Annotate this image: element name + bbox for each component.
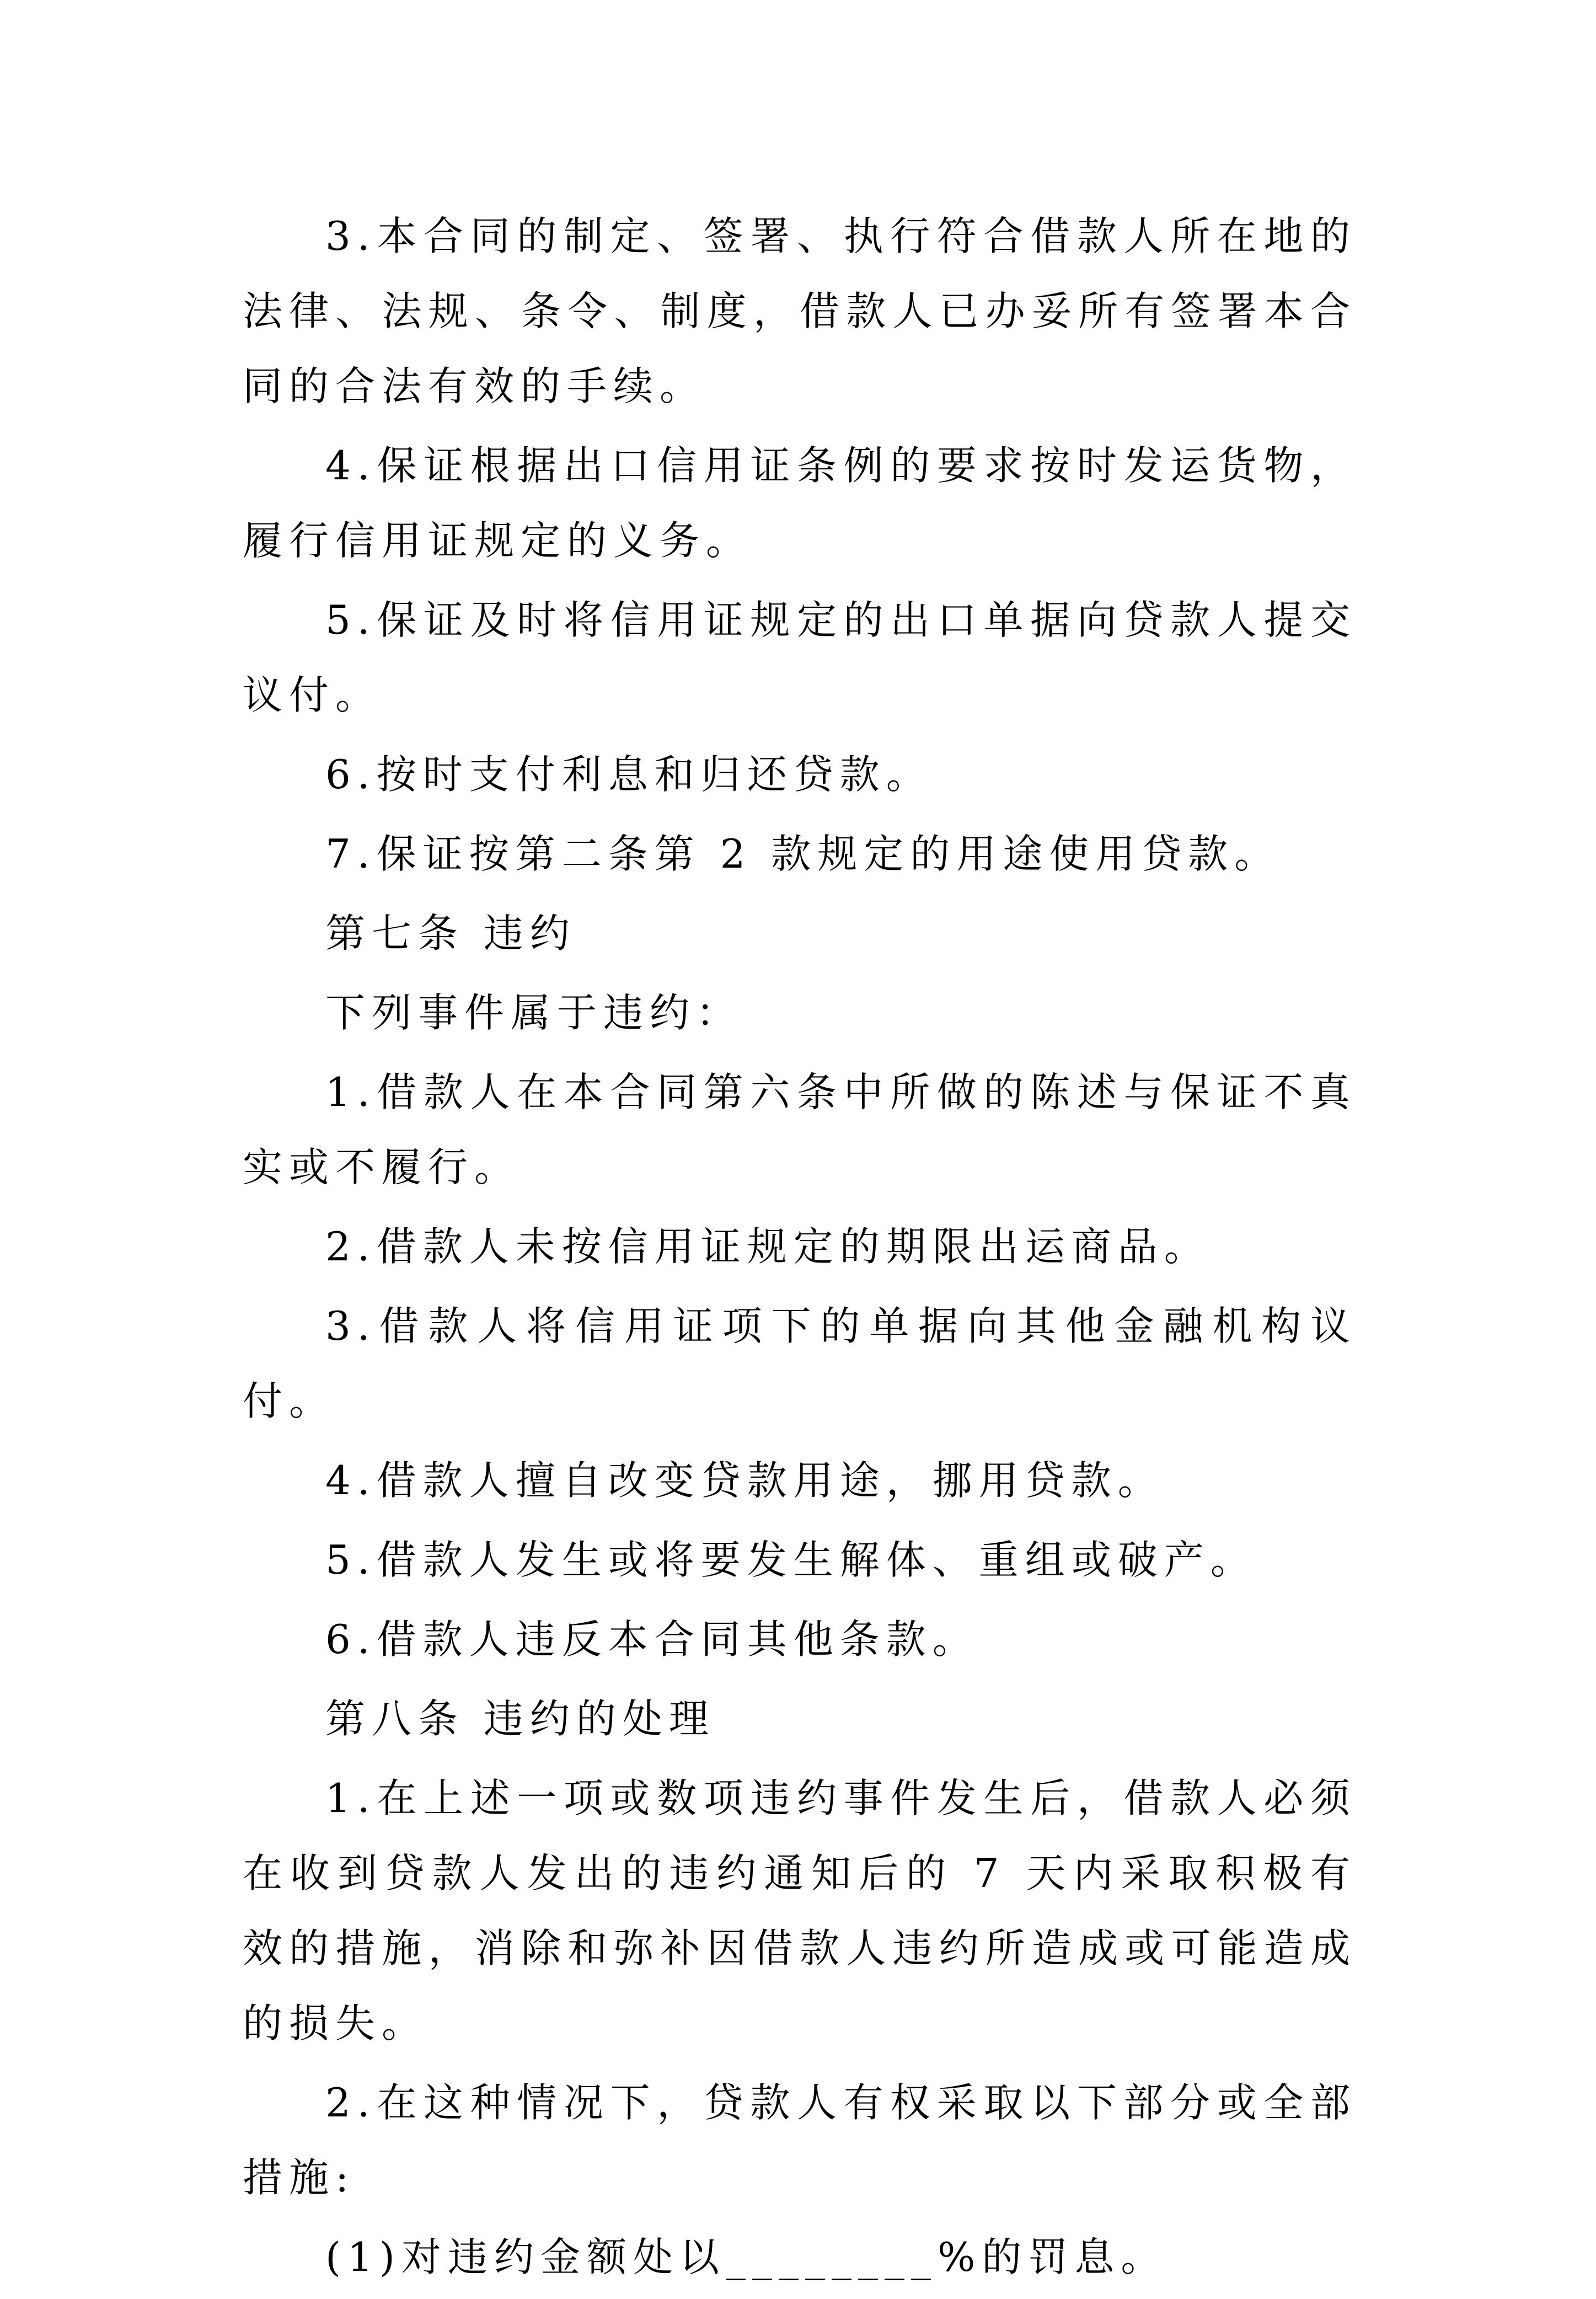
paragraph-6-7: 7.保证按第二条第 2 款规定的用途使用贷款。 bbox=[325, 831, 1281, 877]
paragraph-6-5: 5.保证及时将信用证规定的出口单据向贷款人提交议付。 bbox=[243, 597, 1357, 718]
article-8-heading: 第八条 违约的处理 bbox=[325, 1696, 715, 1742]
article-7-item-5: 5.借款人发生或将要发生解体、重组或破产。 bbox=[325, 1537, 1257, 1583]
paragraph-6-4: 4.保证根据出口信用证条例的要求按时发运货物，履行信用证规定的义务。 bbox=[243, 442, 1357, 564]
document-page bbox=[243, 199, 1357, 2299]
penalty-rate-blank: ________ bbox=[726, 2234, 938, 2280]
article-8-penalty bbox=[243, 2220, 1357, 2295]
paragraph-6-3: 3.本合同的制定、签署、执行符合借款人所在地的法律、法规、条令、制度，借款人已办妥所有签署本合同的合法有效的手续。 bbox=[243, 213, 1357, 409]
article-7-heading: 第七条 违约 bbox=[325, 910, 576, 956]
paragraph-6-6: 6.按时支付利息和归还贷款。 bbox=[325, 751, 933, 798]
penalty-suffix: %的罚息。 bbox=[938, 2234, 1167, 2280]
article-7-item-2: 2.借款人未按信用证规定的期限出运商品。 bbox=[325, 1223, 1211, 1270]
article-7-item-4: 4.借款人擅自改变贷款用途，挪用贷款。 bbox=[325, 1457, 1164, 1504]
article-8-item-1: 1.在上述一项或数项违约事件发生后，借款人必须在收到贷款人发出的违约通知后的 7 天内采取积极有效的措施，消除和弥补因借款人违约所造成或可能造成的损失。 bbox=[243, 1775, 1357, 2046]
article-7-item-3: 3.借款人将信用证项下的单据向其他金融机构议付。 bbox=[243, 1303, 1357, 1424]
article-7-item-6: 6.借款人违反本合同其他条款。 bbox=[325, 1616, 979, 1662]
article-7-item-1: 1.借款人在本合同第六条中所做的陈述与保证不真实或不履行。 bbox=[243, 1069, 1357, 1190]
article-7-intro: 下列事件属于违约： bbox=[325, 990, 743, 1036]
penalty-prefix: (1)对违约金额处以 bbox=[325, 2234, 726, 2280]
article-8-item-2: 2.在这种情况下，贷款人有权采取以下部分或全部措施: bbox=[243, 2079, 1357, 2201]
